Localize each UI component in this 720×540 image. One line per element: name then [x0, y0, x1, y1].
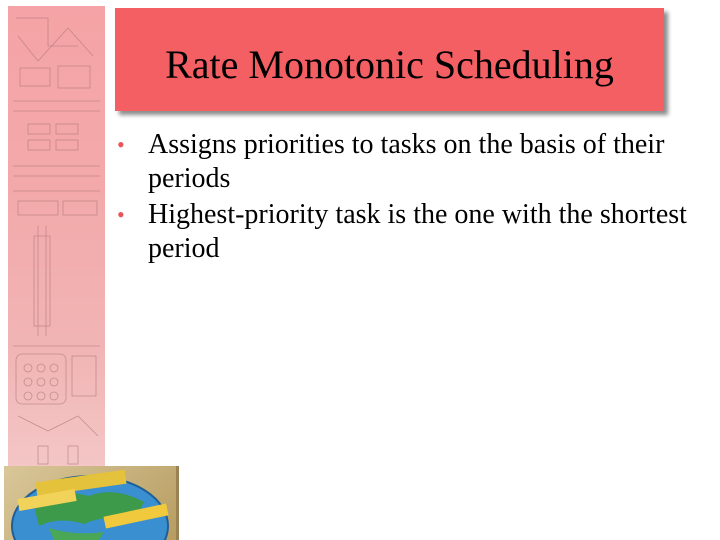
- slide-title-box: [115, 8, 664, 111]
- decorative-schematic-strip: [8, 6, 105, 468]
- schematic-drawing: [8, 6, 105, 468]
- bullet-icon: •: [117, 132, 125, 157]
- bullet-text: Assigns priorities to tasks on the basis of their periods: [148, 129, 665, 194]
- cluster-globe-logo: [4, 466, 179, 540]
- bullet-item: [115, 128, 705, 196]
- globe-graphic: [4, 466, 176, 540]
- slide-title: Rate Monotonic Scheduling: [165, 42, 614, 87]
- bullet-list: [115, 128, 705, 268]
- bullet-text: Highest-priority task is the one with the shortest period: [148, 199, 687, 264]
- bullet-icon: •: [117, 202, 125, 227]
- bullet-item: [115, 198, 705, 266]
